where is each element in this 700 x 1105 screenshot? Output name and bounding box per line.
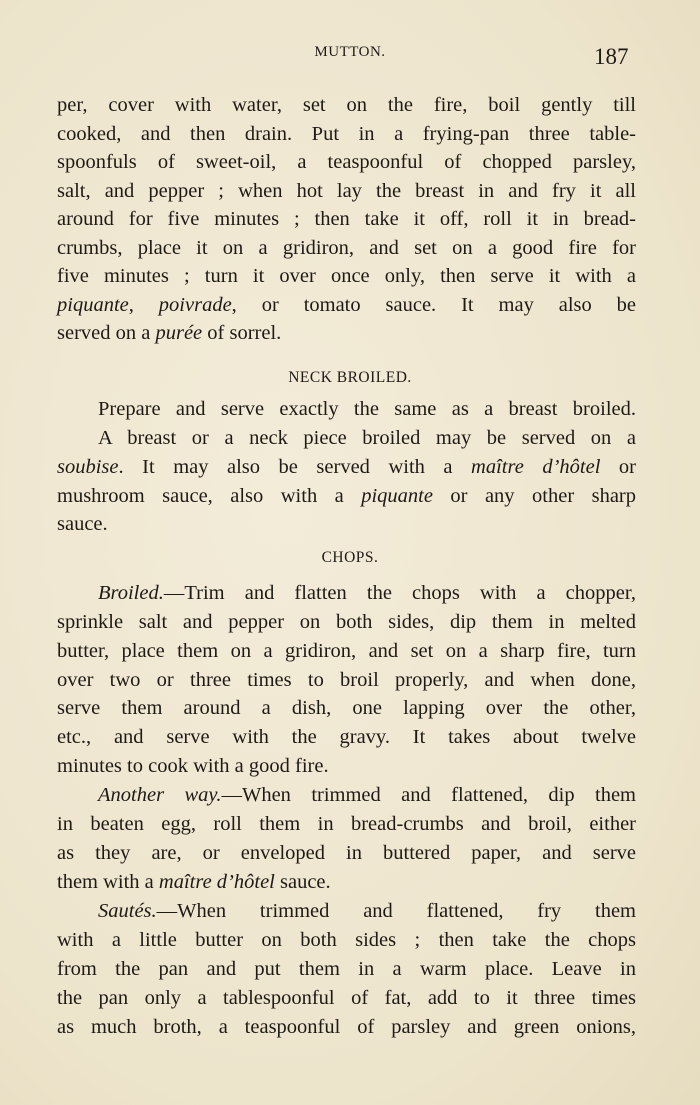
text-line: five minutes ; turn it over once only, then serve it with a [57, 265, 636, 287]
text-line: minutes to cook with a good fire. [57, 755, 329, 777]
section-heading-neck-broiled: NECK BROILED. [288, 369, 412, 386]
text-line: etc., and serve with the gravy. It takes about twelve [57, 726, 636, 748]
text-line: cooked, and then drain. Put in a frying-pan three table- [57, 123, 636, 145]
text-line: butter, place them on a gridiron, and set on a sharp fire, turn [57, 640, 636, 662]
text-line: them with a maître d’hôtel sauce. [57, 871, 331, 893]
italic-term: purée [155, 322, 203, 344]
italic-term: maître d’hôtel [158, 871, 275, 893]
section-heading-chops: CHOPS. [321, 549, 379, 566]
text-line: mushroom sauce, also with a piquante or any other sharp [57, 485, 637, 507]
text-line: per, cover with water, set on the fire, boil gently till [57, 94, 636, 116]
text-line: spoonfuls of sweet-oil, a teaspoonful of chopped parsley, [57, 151, 636, 173]
italic-term: piquante [57, 294, 129, 316]
text-line: Sautés.—When trimmed and flattened, fry them [98, 900, 636, 922]
subsection-label-another-way: Another way. [98, 784, 222, 806]
text-line: soubise. It may also be served with a maître d’hôtel or [57, 456, 637, 478]
text-line: over two or three times to broil properly, and when done, [57, 669, 636, 691]
italic-term: piquante [361, 485, 433, 507]
running-title: MUTTON. [314, 44, 386, 60]
text-line: from the pan and put them in a warm place. Leave in [57, 958, 636, 980]
text-line: with a little butter on both sides ; then take the chops [57, 929, 636, 951]
text-line: sauce. [57, 513, 108, 535]
text-line: serve them around a dish, one lapping over the other, [57, 697, 636, 719]
text-line: salt, and pepper ; when hot lay the breast in and fry it all [57, 180, 636, 202]
text-line: A breast or a neck piece broiled may be served on a [98, 427, 636, 449]
text-line: around for five minutes ; then take it off, roll it in bread- [57, 208, 636, 230]
text-line: Prepare and serve exactly the same as a breast broiled. [98, 398, 636, 420]
italic-term: soubise [57, 456, 119, 478]
subsection-label-broiled: Broiled. [98, 582, 164, 604]
text-line: as much broth, a teaspoonful of parsley and green onions, [57, 1016, 636, 1038]
text-line: crumbs, place it on a gridiron, and set on a good fire for [57, 237, 636, 259]
text-line: sprinkle salt and pepper on both sides, dip them in melted [57, 611, 636, 633]
text-line: as they are, or enveloped in buttered paper, and serve [57, 842, 636, 864]
text-line: piquante, poivrade, or tomato sauce. It may also be [57, 294, 637, 316]
text-line: served on a purée of sorrel. [57, 322, 282, 344]
text-line: in beaten egg, roll them in bread-crumbs and broil, either [57, 813, 636, 835]
subsection-label-sautes: Sautés. [98, 900, 157, 922]
italic-term: poivrade [158, 294, 232, 316]
text-line: Broiled.—Trim and flatten the chops with a chopper, [98, 582, 636, 604]
text-line: Another way.—When trimmed and flattened, dip them [98, 784, 636, 806]
text-line: the pan only a tablespoonful of fat, add to it three times [57, 987, 636, 1009]
page-number: 187 [594, 44, 629, 69]
italic-term: maître d’hôtel [471, 456, 601, 478]
